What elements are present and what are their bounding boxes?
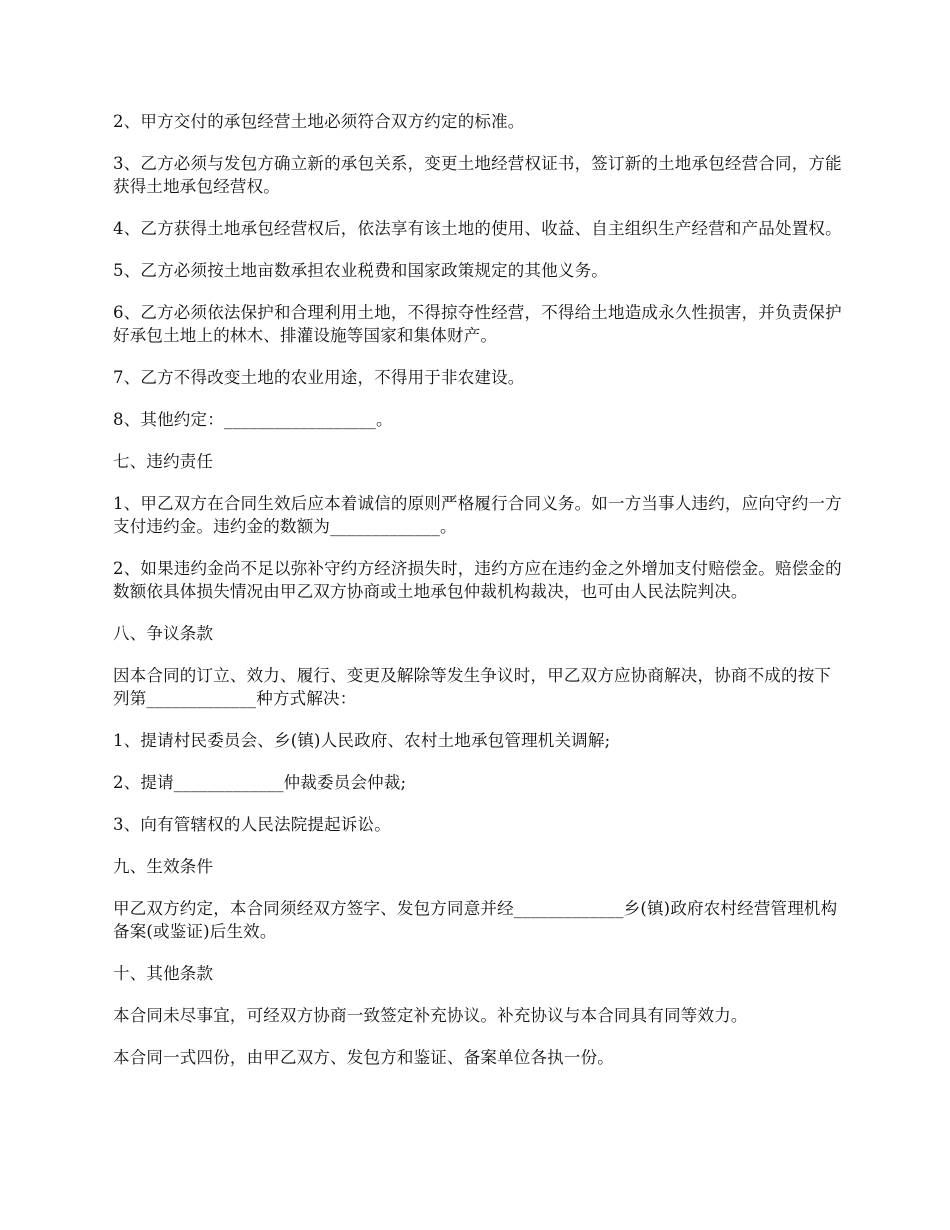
other-clause-supplement: 本合同未尽事宜，可经双方协商一致签定补充协议。补充协议与本合同具有同等效力。 bbox=[113, 1006, 748, 1025]
section-heading-breach: 七、违约责任 bbox=[113, 452, 214, 471]
dispute-option-2: 2、提请_____________仲裁委员会仲裁; bbox=[113, 773, 407, 792]
breach-clause-2: 2、如果违约金尚不足以弥补守约方经济损失时，违约方应在违约金之外增加支付赔偿金。赔偿金的数额依具体损失情况由甲乙双方协商或土地承包仲裁机构裁决，也可由人民法院判决。 bbox=[113, 559, 842, 601]
dispute-option-3: 3、向有管辖权的人民法院提起诉讼。 bbox=[113, 815, 391, 834]
clause-7-agricultural-use: 7、乙方不得改变土地的农业用途，不得用于非农建设。 bbox=[113, 368, 525, 387]
dispute-intro: 因本合同的订立、效力、履行、变更及解除等发生争议时，甲乙双方应协商解决，协商不成的按下列第_____________种方式解决： bbox=[113, 666, 832, 708]
clause-2-land-standard: 2、甲方交付的承包经营土地必须符合双方约定的标准。 bbox=[113, 112, 525, 131]
other-clause-copies: 本合同一式四份，由甲乙双方、发包方和鉴证、备案单位各执一份。 bbox=[113, 1048, 614, 1067]
document-body bbox=[113, 110, 843, 1088]
effective-clause: 甲乙双方约定，本合同须经双方签字、发包方同意并经_____________乡(镇)政府农村经营管理机构备案(或鉴证)后生效。 bbox=[113, 899, 838, 941]
section-heading-other: 十、其他条款 bbox=[113, 964, 214, 983]
section-heading-dispute: 八、争议条款 bbox=[113, 624, 214, 643]
clause-6-land-protection: 6、乙方必须依法保护和合理利用土地，不得掠夺性经营，不得给土地造成永久性损害，并负责保护好承包土地上的林木、排灌设施等国家和集体财产。 bbox=[113, 303, 842, 345]
section-heading-effective: 九、生效条件 bbox=[113, 857, 214, 876]
clause-4-rights: 4、乙方获得土地承包经营权后，依法享有该土地的使用、收益、自主组织生产经营和产品处置权。 bbox=[113, 219, 842, 238]
dispute-option-1: 1、提请村民委员会、乡(镇)人民政府、农村土地承包管理机关调解; bbox=[113, 731, 611, 750]
clause-3-new-contract: 3、乙方必须与发包方确立新的承包关系，变更土地经营权证书，签订新的土地承包经营合同，方能获得土地承包经营权。 bbox=[113, 154, 842, 196]
clause-5-obligations: 5、乙方必须按土地亩数承担农业税费和国家政策规定的其他义务。 bbox=[113, 261, 608, 280]
breach-clause-1: 1、甲乙双方在合同生效后应本着诚信的原则严格履行合同义务。如一方当事人违约，应向守约一方支付违约金。违约金的数额为_____________。 bbox=[113, 494, 842, 536]
clause-8-other-agreement: 8、其他约定：__________________。 bbox=[113, 410, 393, 429]
